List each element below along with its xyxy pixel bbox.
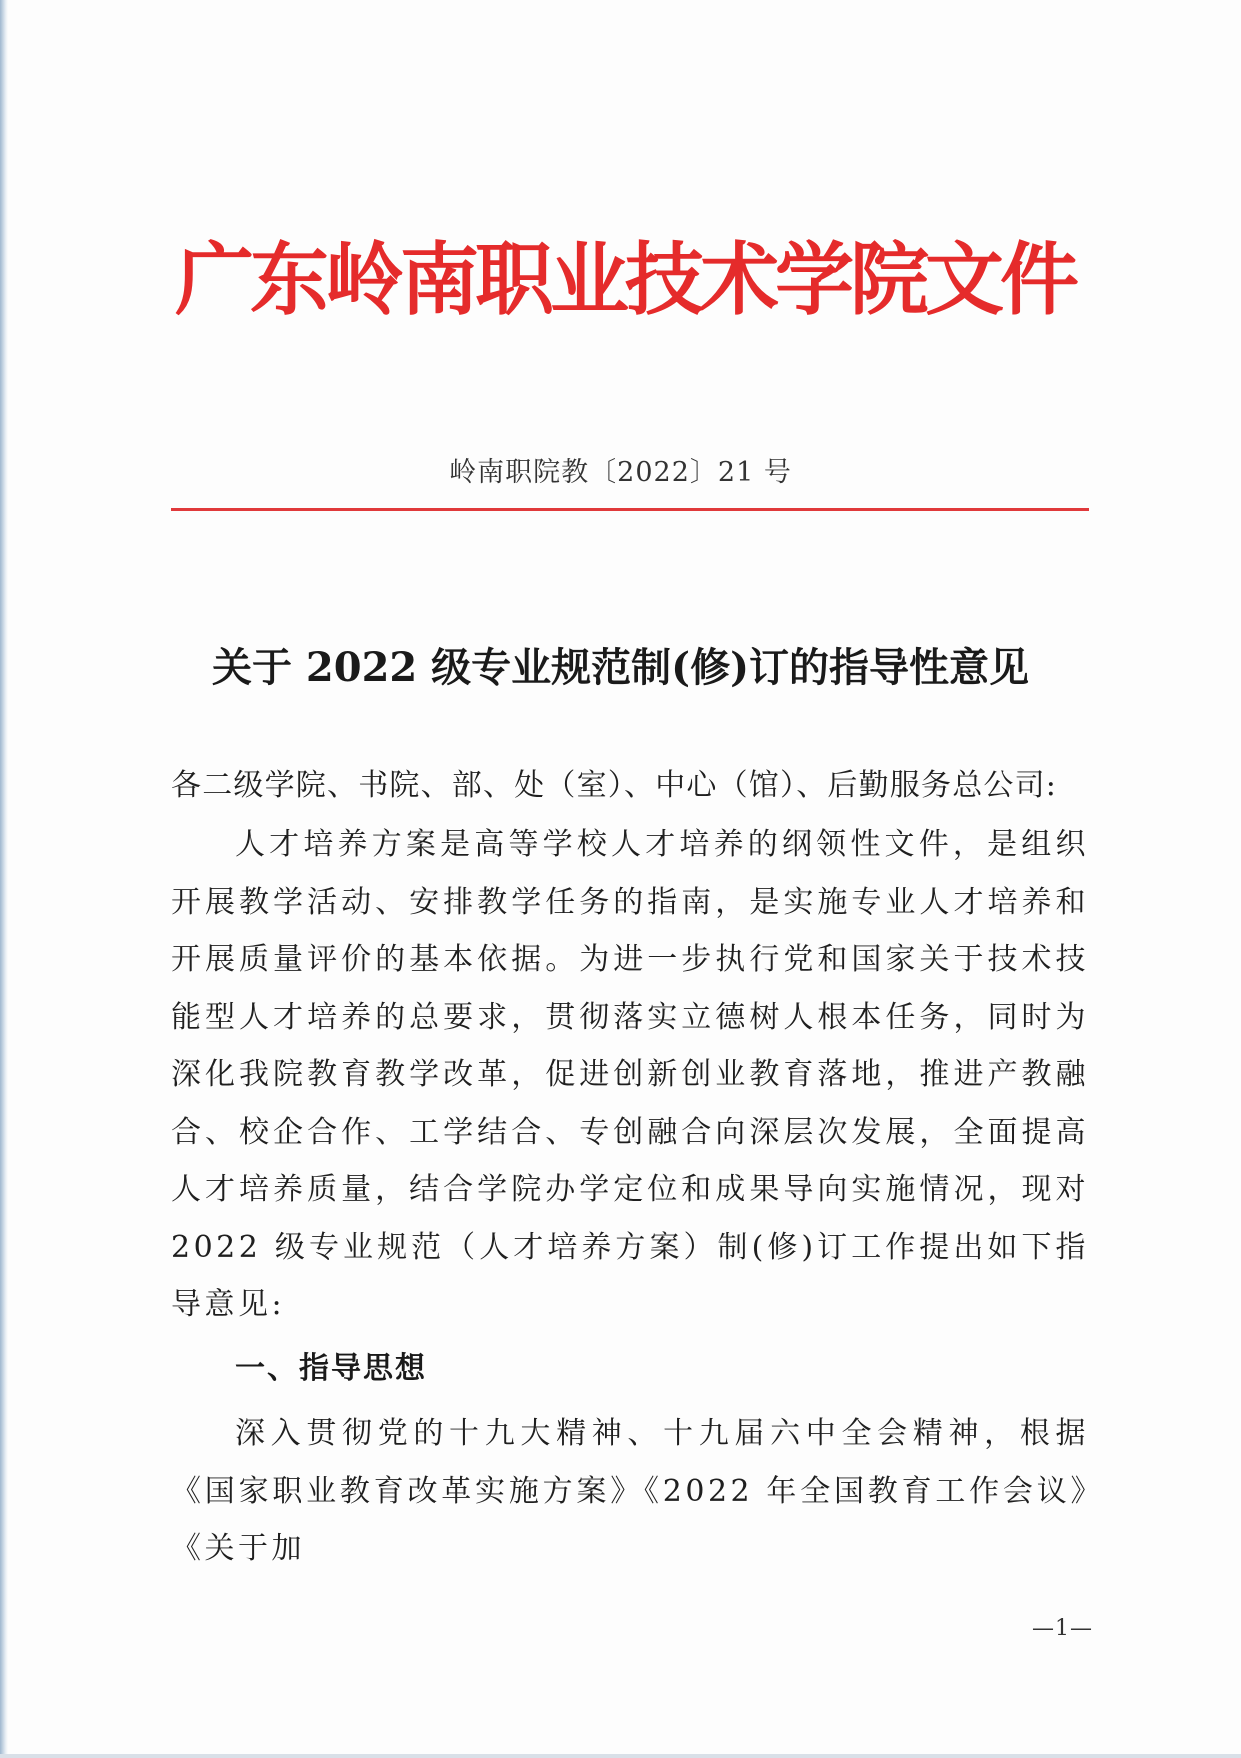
document-title: 关于 2022 级专业规范制(修)订的指导性意见	[211, 644, 1030, 691]
section-heading: 一、指导思想	[235, 1351, 427, 1386]
salutation: 各二级学院、书院、部、处（室）、中心（馆）、后勤服务总公司:	[171, 768, 1058, 803]
body-paragraph-1	[171, 816, 1089, 1334]
paragraph-text: 深入贯彻党的十九大精神、十九届六中全会精神，根据《国家职业教育改革实施方案》《2022 年全国教育工作会议》《关于加	[171, 1416, 1089, 1566]
body-paragraph-2	[171, 1405, 1089, 1578]
document-number: 岭南职院教〔2022〕21 号	[449, 457, 792, 488]
scan-edge-bottom	[0, 1754, 1241, 1758]
paragraph-text: 人才培养方案是高等学校人才培养的纲领性文件，是组织开展教学活动、安排教学任务的指南，是实施专业人才培养和开展质量评价的基本依据。为进一步执行党和国家关于技术技能型人才培养的总要求，贯彻落实立德树人根本任务，同时为深化我院教育教学改革，促进创新创业教育落地，推进产教融合、校企合作、工学结合、专创融合向深层次发展，全面提高人才培养质量，结合学院办学定位和成果导向实施情况，现对 2022 级专业规范（人才培养方案）制(修)订工作提出如下指导意见:	[171, 827, 1089, 1322]
masthead: 广东岭南职业技术学院文件	[175, 233, 1075, 326]
scan-edge	[0, 0, 8, 1758]
red-divider	[171, 508, 1089, 511]
page-number: —1—	[1032, 1616, 1093, 1641]
